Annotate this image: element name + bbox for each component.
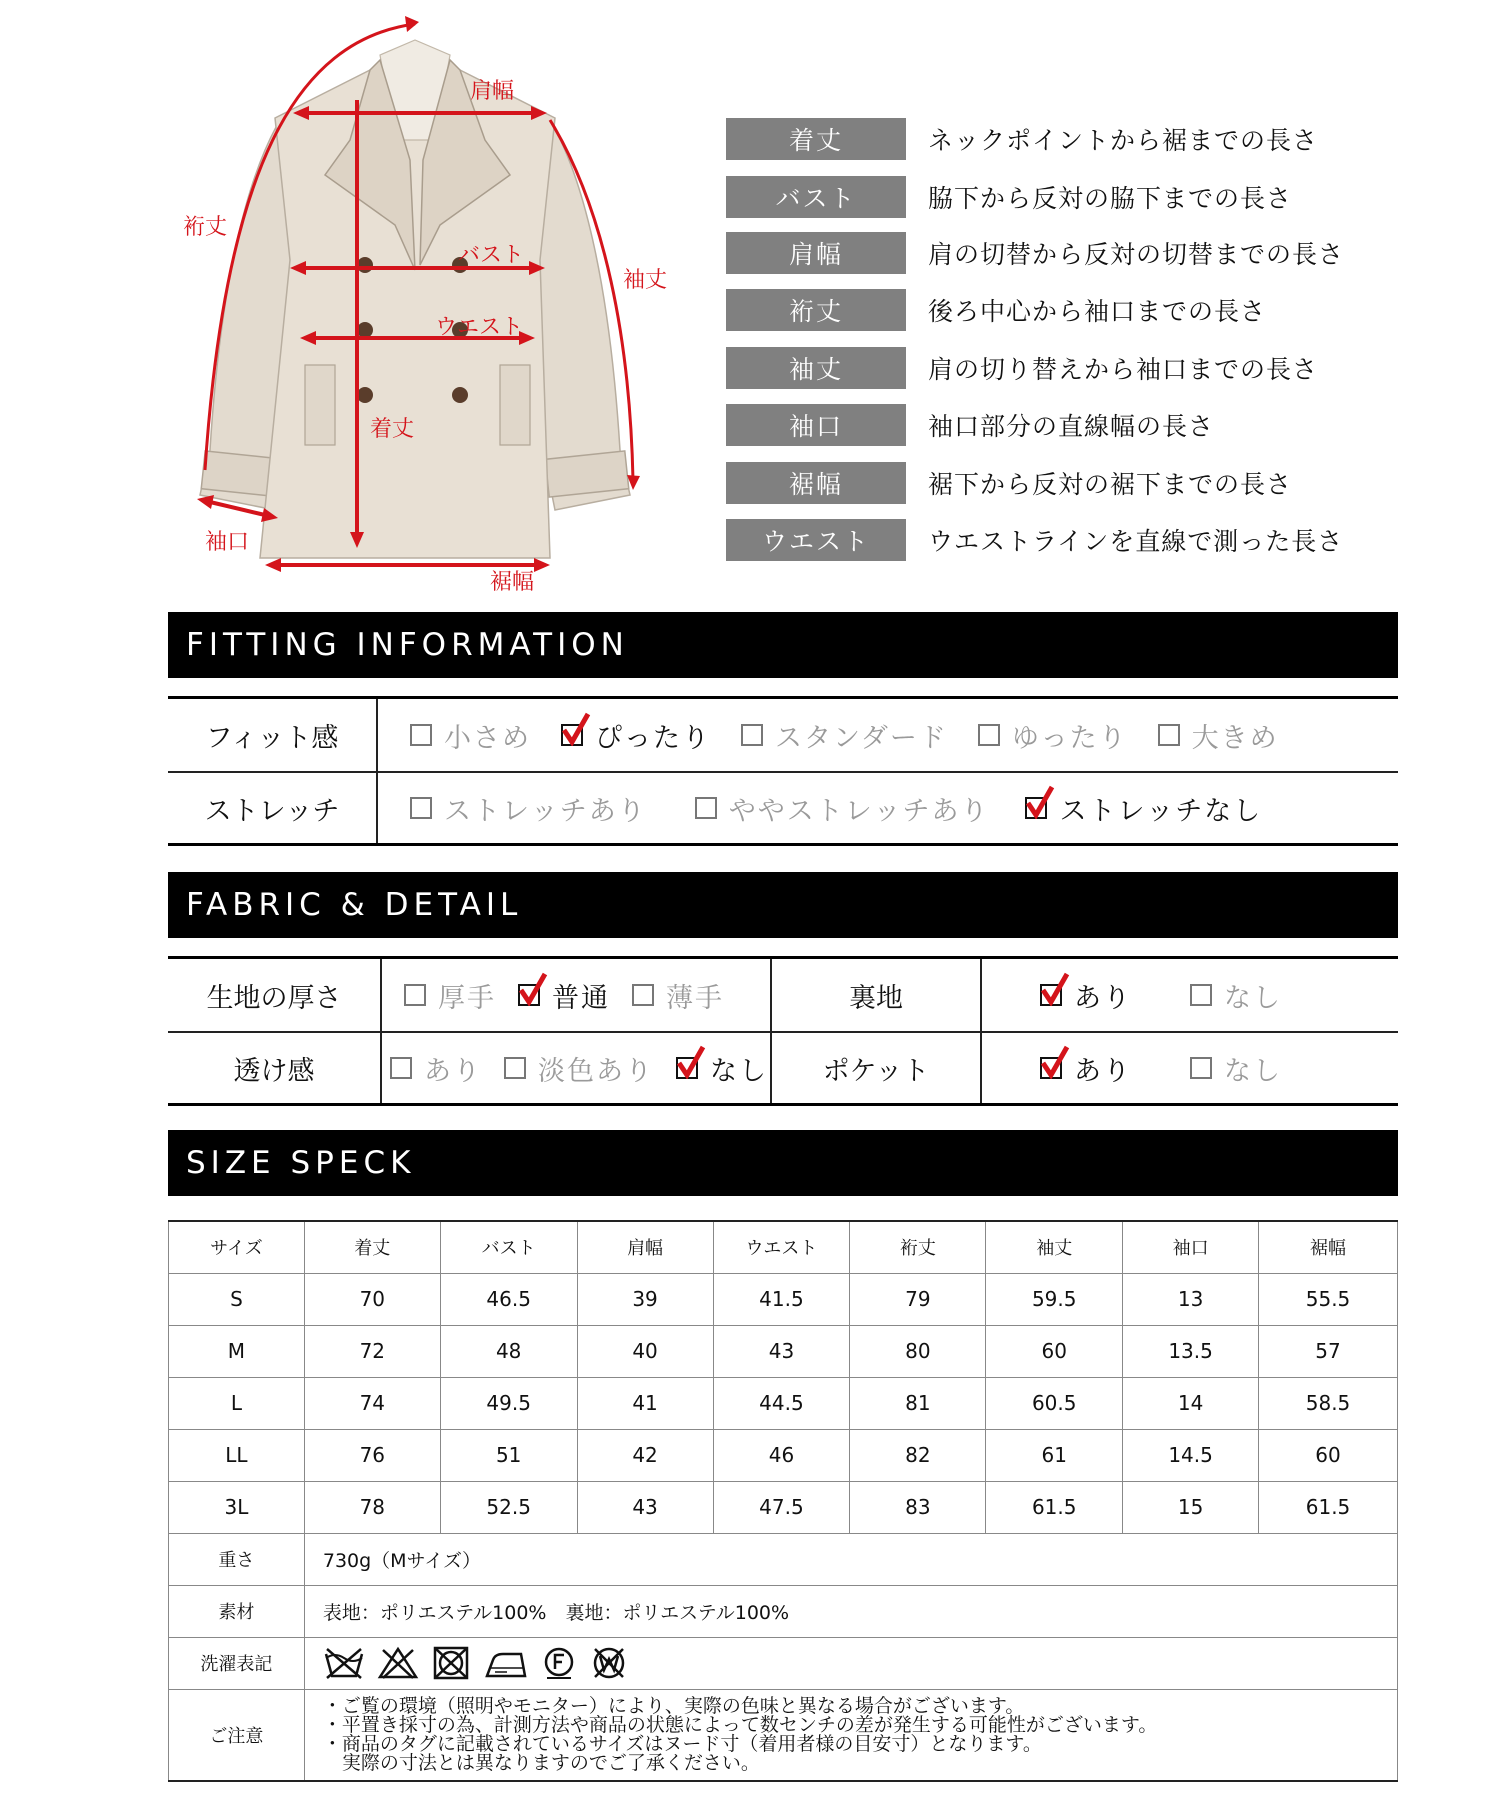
thickness-option-normal: 普通 [518,976,610,1015]
material-value: 表地：ポリエステル100% 裏地：ポリエステル100% [304,1585,1397,1637]
coat-diagram [165,10,725,600]
pocket-options [982,1033,1398,1103]
fabric-header: FABRIC & DETAIL [168,872,1398,938]
size-col-header: 袖口 [1123,1221,1259,1273]
size-cell: 70 [304,1273,440,1325]
size-cell: 80 [850,1325,986,1377]
size-cell: 78 [304,1481,440,1533]
pocket-option-yes: あり [1040,1049,1132,1088]
checkbox-checked [1025,797,1047,819]
size-cell: 52.5 [440,1481,577,1533]
legend-row [726,118,1318,160]
size-cell: 44.5 [713,1377,850,1429]
legend-desc: ウエストラインを直線で測った長さ [928,527,1344,556]
size-cell: 14 [1123,1377,1259,1429]
pocket-label: ポケット [772,1033,982,1103]
checkbox [695,797,717,819]
legend-row [726,404,1214,446]
weight-label: 重さ [169,1533,305,1585]
checkbox [404,984,426,1006]
weight-value: 730g（Mサイズ） [304,1533,1397,1585]
coat-illustration [165,10,725,600]
size-cell: 13 [1123,1273,1259,1325]
legend-row [726,232,1344,274]
size-cell: 39 [577,1273,713,1325]
size-cell: 61.5 [986,1481,1123,1533]
pocket-option-no: なし [1190,1049,1282,1088]
label-sodeguchi: 袖口 [205,530,250,555]
checkbox [1158,724,1180,746]
size-cell: 46.5 [440,1273,577,1325]
fitting-header: FITTING INFORMATION [168,612,1398,678]
size-cell: 60.5 [986,1377,1123,1429]
size-cell: 14.5 [1123,1429,1259,1481]
stretch-option-slight: ややストレッチあり [695,789,990,828]
checkbox-checked [1040,1057,1062,1079]
material-label: 素材 [169,1585,305,1637]
no-wash-icon [323,1646,365,1680]
size-col-header: 裾幅 [1259,1221,1398,1273]
checkbox [978,724,1000,746]
size-cell: 59.5 [986,1273,1123,1325]
size-cell: L [169,1377,305,1429]
lining-option-no: なし [1190,976,1282,1015]
fit-option-standard: スタンダード [741,716,948,755]
label-sodetake: 袖丈 [623,268,668,293]
size-cell: 58.5 [1259,1377,1398,1429]
sheerness-label: 透け感 [168,1033,382,1103]
size-cell: 43 [577,1481,713,1533]
size-cell: 79 [850,1273,986,1325]
size-cell: 41 [577,1377,713,1429]
checkbox [632,984,654,1006]
size-col-header: サイズ [169,1221,305,1273]
legend-row [726,519,1343,561]
size-cell: 3L [169,1481,305,1533]
sheer-option-light: 淡色あり [504,1049,654,1088]
legend-desc: 裾下から反対の裾下までの長さ [928,470,1293,499]
sheer-option-none: なし [676,1049,768,1088]
size-cell: 46 [713,1429,850,1481]
size-cell: 60 [986,1325,1123,1377]
care-label: 洗濯表記 [169,1637,305,1689]
size-col-header: バスト [440,1221,577,1273]
care-row [169,1637,1398,1689]
size-col-header: 肩幅 [577,1221,713,1273]
size-cell: 41.5 [713,1273,850,1325]
size-row-m [169,1325,1398,1377]
stretch-options [378,773,1292,843]
size-cell: 40 [577,1325,713,1377]
stretch-option-yes: ストレッチあり [410,789,647,828]
fit-label: フィット感 [168,699,378,771]
thickness-options [382,959,772,1031]
weight-row [169,1533,1398,1585]
checkbox [410,797,432,819]
legend-key: 裾幅 [726,462,906,504]
size-cell: 42 [577,1429,713,1481]
size-col-header: 袖丈 [986,1221,1123,1273]
checkbox [390,1057,412,1079]
notes-row [169,1689,1398,1781]
legend-key: バスト [726,176,906,218]
lining-option-yes: あり [1040,976,1132,1015]
size-cell: 13.5 [1123,1325,1259,1377]
size-cell: 61 [986,1429,1123,1481]
size-cell: 81 [850,1377,986,1429]
size-header-row [169,1221,1398,1273]
size-cell: 72 [304,1325,440,1377]
size-cell: 47.5 [713,1481,850,1533]
label-kitake: 着丈 [370,417,415,442]
size-header: SIZE SPECK [168,1130,1398,1196]
legend-row [726,462,1292,504]
sheer-option-yes: あり [390,1049,482,1088]
fit-option-loose: ゆったり [978,716,1128,755]
notes-label: ご注意 [169,1689,305,1781]
label-bust: バスト [458,243,525,268]
thickness-option-thin: 薄手 [632,976,724,1015]
lining-options [982,959,1398,1031]
legend-desc: 袖口部分の直線幅の長さ [928,412,1215,441]
size-cell: 76 [304,1429,440,1481]
note-line: ・商品のタグに記載されているサイズはヌード寸（着用者様の目安寸）となります。 [322,1732,1042,1755]
thickness-option-thick: 厚手 [404,976,496,1015]
legend-row [726,289,1266,331]
legend-key: 裄丈 [726,289,906,331]
size-cell: 74 [304,1377,440,1429]
checkbox [504,1057,526,1079]
checkbox-checked [518,984,540,1006]
size-cell: 60 [1259,1429,1398,1481]
stretch-label: ストレッチ [168,773,378,843]
label-susohaba: 裾幅 [490,570,535,595]
notes-text [304,1689,1397,1781]
size-col-header: 着丈 [304,1221,440,1273]
thickness-label: 生地の厚さ [168,959,382,1031]
legend-row [726,347,1318,389]
label-katahaba: 肩幅 [470,79,515,104]
label-waist: ウエスト [435,315,524,340]
fit-options [378,699,1309,771]
legend-desc: ネックポイントから裾までの長さ [928,126,1319,155]
legend-key: 袖丈 [726,347,906,389]
checkbox [741,724,763,746]
fit-option-small: 小さめ [410,716,531,755]
material-row [169,1585,1398,1637]
checkbox [1190,1057,1212,1079]
fit-row [168,699,1398,771]
checkbox-checked [1040,984,1062,1006]
sheerness-row [168,1031,1398,1103]
legend-key: 肩幅 [726,232,906,274]
legend-key: 袖口 [726,404,906,446]
thickness-row [168,959,1398,1031]
checkbox [410,724,432,746]
no-wet-clean-icon [589,1646,629,1680]
size-cell: M [169,1325,305,1377]
note-line: ・ご覧の環境（照明やモニター）により、実際の色味と異なる場合がございます。 [322,1694,1025,1717]
legend-desc: 肩の切り替えから袖口までの長さ [928,355,1319,384]
no-bleach-icon [377,1646,419,1680]
fit-option-fitted: ぴったり [561,716,711,755]
size-cell: LL [169,1429,305,1481]
note-line: 実際の寸法とは異なりますのでご了承ください。 [322,1751,760,1774]
size-row-3l [169,1481,1398,1533]
size-cell: 55.5 [1259,1273,1398,1325]
legend-key: ウエスト [726,519,906,561]
legend-row [726,176,1292,218]
size-cell: 61.5 [1259,1481,1398,1533]
legend-key: 着丈 [726,118,906,160]
stretch-row [168,771,1398,843]
size-cell: 82 [850,1429,986,1481]
checkbox-checked [676,1057,698,1079]
size-row-s [169,1273,1398,1325]
size-row-l [169,1377,1398,1429]
size-cell: 48 [440,1325,577,1377]
lining-label: 裏地 [772,959,982,1031]
care-icons [304,1637,1397,1689]
size-cell: 15 [1123,1481,1259,1533]
low-iron-icon [483,1646,529,1680]
checkbox-checked [561,724,583,746]
size-row-ll [169,1429,1398,1481]
size-cell: 43 [713,1325,850,1377]
fitting-table [168,696,1398,846]
note-line: ・平置き採寸の為、計測方法や商品の状態によって数センチの差が発生する可能性がございます。 [322,1713,1158,1736]
sheerness-options [382,1033,772,1103]
legend-desc: 脇下から反対の脇下までの長さ [928,184,1293,213]
size-col-header: ウエスト [713,1221,850,1273]
size-cell: 83 [850,1481,986,1533]
size-cell: S [169,1273,305,1325]
size-cell: 57 [1259,1325,1398,1377]
legend-desc: 後ろ中心から袖口までの長さ [928,297,1267,326]
checkbox [1190,984,1212,1006]
fit-option-large: 大きめ [1158,716,1279,755]
size-cell: 49.5 [440,1377,577,1429]
size-table [168,1220,1398,1782]
legend-desc: 肩の切替から反対の切替までの長さ [928,240,1345,269]
dry-clean-f-icon [541,1646,577,1680]
fabric-table [168,956,1398,1106]
size-col-header: 裄丈 [850,1221,986,1273]
no-tumble-dry-icon [431,1646,471,1680]
label-yukitake: 裄丈 [183,215,228,240]
stretch-option-none: ストレッチなし [1025,789,1262,828]
size-cell: 51 [440,1429,577,1481]
